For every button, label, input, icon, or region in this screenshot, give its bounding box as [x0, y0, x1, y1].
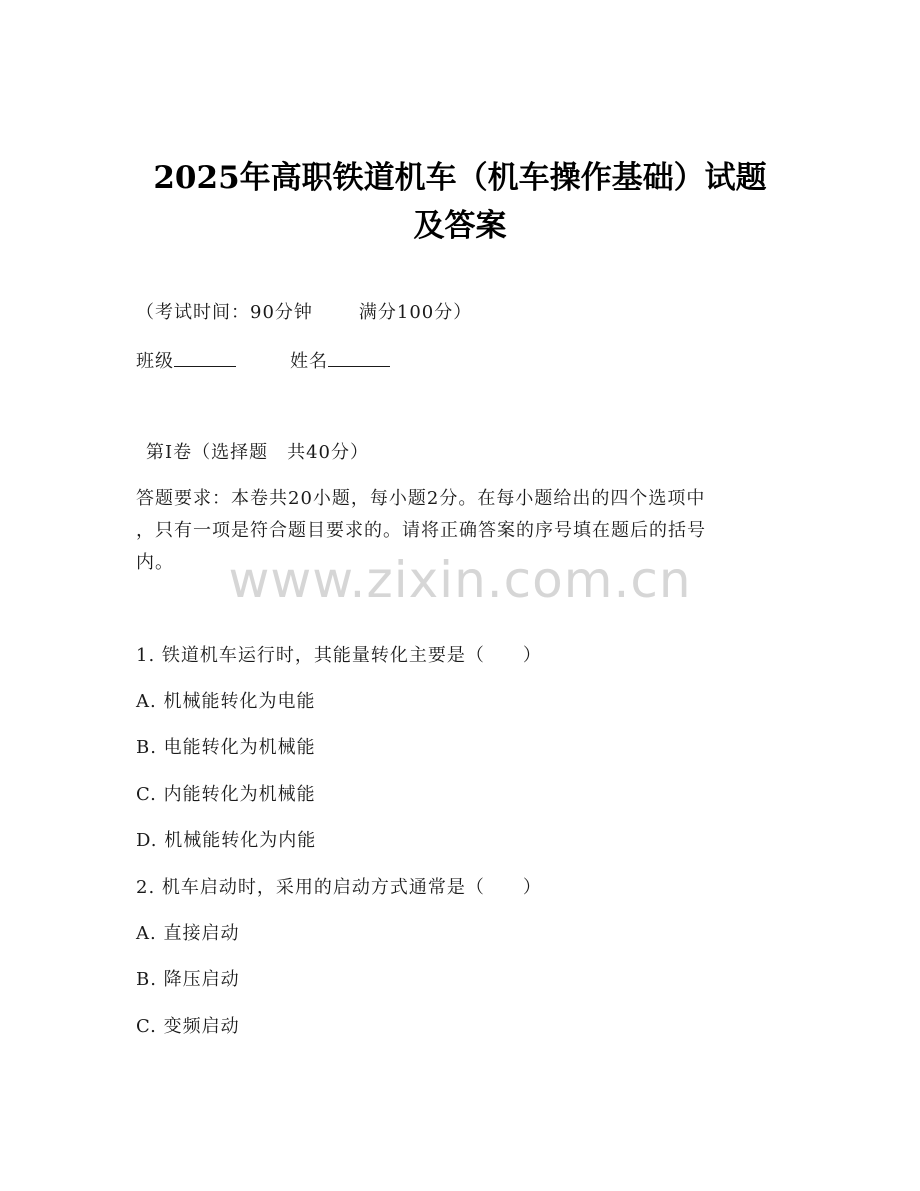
- page-title-line1: 2025年高职铁道机车（机车操作基础）试题: [153, 160, 767, 196]
- question-2-option-a: A. 直接启动: [136, 923, 240, 944]
- section-title: 第I卷（选择题 共40分）: [146, 442, 370, 463]
- class-blank[interactable]: [174, 348, 236, 367]
- exam-score: 满分100分）: [358, 302, 473, 323]
- question-1-option-a: A. 机械能转化为电能: [136, 691, 316, 712]
- instructions-line-3: 内。: [136, 552, 174, 573]
- question-1-option-c: C. 内能转化为机械能: [136, 784, 316, 805]
- question-2-option-c: C. 变频启动: [136, 1016, 240, 1037]
- question-2-stem: 2. 机车启动时，采用的启动方式通常是（ ）: [136, 877, 542, 898]
- question-1-option-b: B. 电能转化为机械能: [136, 737, 316, 758]
- question-1-option-d: D. 机械能转化为内能: [136, 830, 317, 851]
- name-label: 姓名: [290, 351, 328, 372]
- class-label: 班级: [136, 351, 174, 372]
- instructions-line-1: 答题要求：本卷共20小题，每小题2分。在每小题给出的四个选项中: [136, 488, 706, 509]
- name-blank[interactable]: [328, 348, 390, 367]
- page-title-line2: 及答案: [413, 208, 507, 244]
- question-2-option-b: B. 降压启动: [136, 969, 240, 990]
- exam-time: （考试时间：90分钟: [136, 302, 313, 323]
- question-1-stem: 1. 铁道机车运行时，其能量转化主要是（ ）: [136, 645, 542, 666]
- exam-info: [136, 300, 472, 326]
- instructions-line-2: ，只有一项是符合题目要求的。请将正确答案的序号填在题后的括号: [136, 520, 706, 541]
- student-info: [136, 348, 390, 375]
- watermark: www.zixin.com.cn: [228, 551, 692, 609]
